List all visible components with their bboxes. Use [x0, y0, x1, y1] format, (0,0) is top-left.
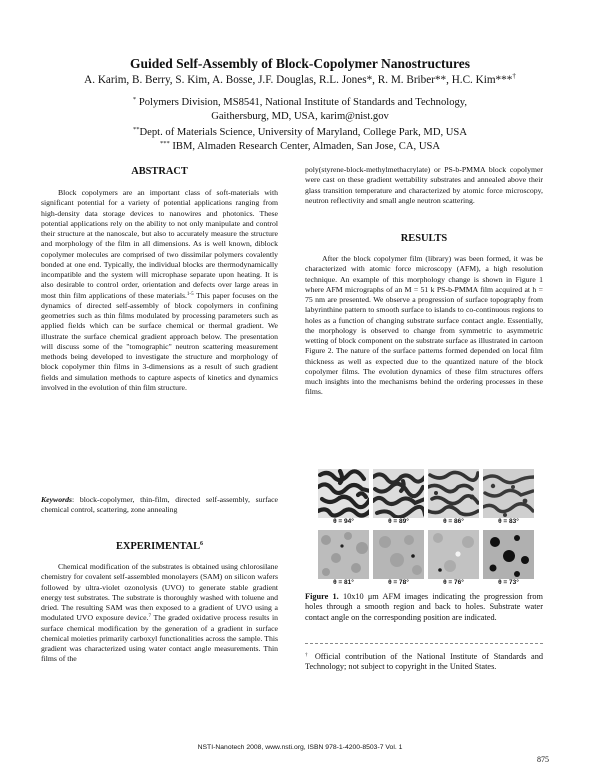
afm-image-7 — [428, 530, 479, 579]
results-body: After the block copolymer film (library) was been formed, it was be characterized with atomic force microscopy (AFM), a high resolution technique. An example of this morphology change is shown in Figure 1 where AFM micrographs of an M = 51 k PS-b-PMMA film acquired at h = 75 nm are presented. We observe a progression of surface topography from labyrinthine pattern to smooth surface to islands to co-continuous regions to holes as a function of changing substrate surface contact angle. Essentially, the morphology is observed to change from symmetric to asymmetric wetting of block component on the substrate surface as illustrated in cartoon Figure 2. The nature of the surface patterns formed depended on local film thickness as well as expected due to the quantized nature of the block copolymer films. The evolution dynamics of these film structures offers much insights into the mechanisms behind the ordering processes in these films. — [305, 254, 543, 397]
citation-ref: 7 — [148, 614, 151, 620]
paper-title: Guided Self-Assembly of Block-Copolymer Nanostructures — [130, 56, 470, 71]
figure-1-caption — [305, 592, 543, 623]
affiliation-1: * Polymers Division, MS8541, National Institute of Standards and Technology, — [132, 96, 468, 108]
afm-label-7: θ = 76° — [443, 579, 464, 586]
afm-image-1 — [318, 469, 369, 518]
afm-image-3 — [428, 469, 479, 518]
affiliation-2: **Dept. of Materials Science, University of Maryland, College Park, MD, USA — [133, 126, 467, 138]
page-footer: NSTI-Nanotech 2008, www.nsti.org, ISBN 978-1-4200-8503-7 Vol. 1 — [197, 744, 403, 751]
abstract-heading: ABSTRACT — [131, 166, 188, 177]
afm-image-5 — [318, 530, 369, 579]
citation-ref: 1-5 — [186, 291, 194, 297]
experimental-heading: EXPERIMENTAL$^6$ — [115, 541, 204, 552]
afm-label-6: θ = 78° — [388, 579, 409, 586]
afm-image-4 — [483, 469, 534, 518]
author-list — [0, 72, 600, 86]
figure-caption-text: 10x10 μm AFM images indicating the progression from holes through a smooth region and back to holes. Substrate water contact angle on the corresponding position are indicated. — [305, 592, 544, 622]
abstract-body: Block copolymers are an important class of soft-materials with significant potential for a variety of potential applications ranging from high-density data storage devices to nanowires and photonics. These potential applications rely on the ability to not only manipulate and control their structure at the nanoscale, but also to accurately measure the structure and morphology of the film in all dimensions. As is well known, diblock copolymer molecules are comprised of two dissimilar polymers covalently bonded at one end. Typically, the individual blocks are thermodynamically incompatible and the system will microphase separate upon heating. It is also desirable to control order, orientation and defects over large areas in most thin film applications of these materials.$^{1-5}$ This paper focuses on the dynamics of directed self-assembly of block copolymers in confining geometries such as thin films modulated by processing parameters such as applied fields which can be surface chemical or thermal gradient. We illustrate the surface chemical gradient approach below. The presentation will discuss some of the "tomographic" neutron scattering measurement methods being developed to investigate the structure and morphology of block copolymer thin films in 3-dimensions as a result of such gradient fields and simulation methods to capture aspects of kinetics and dynamics involved in the evolution of thin film structure. — [41, 188, 278, 392]
footnote-text: Official contribution of the National Institute of Standards and Technology; not subject to copyright in the United States. — [305, 652, 544, 672]
afm-label-1: θ = 94° — [333, 518, 354, 525]
experimental-body: Chemical modification of the substrates is obtained using chlorosilane chemistry for covalent self-assembled monolayers (SAM) on silicon wafers followed by ultra-violet ozonolysis (UVO) to generate stable gradient energy test substrates. The substrate is thoroughly washed with toluene and dried. The resulting SAM was then exposed to a gradient of UVO using a modulated UVO exposure device.$^7$ The graded oxidative process results in surface chemical modification by the generation of a gradient in surface chemical moieties primarily carboxyl functionalities across the sample. This gradient was characterized using water contact angle measurements. Thin films of the — [41, 562, 278, 664]
keywords — [41, 495, 278, 516]
afm-label-4: θ = 83° — [498, 518, 519, 525]
afm-label-2: θ = 89° — [388, 518, 409, 525]
afm-image-8 — [483, 530, 534, 579]
author-names: A. Karim, B. Berry, S. Kim, A. Bosse, J.F. Douglas, R.L. Jones*, R. M. Briber**, H.C. Kim*** — [84, 74, 513, 86]
figure-caption-label: Figure 1. — [305, 592, 339, 601]
keywords-label: Keywords — [41, 495, 72, 504]
afm-image-2 — [373, 469, 424, 518]
afm-label-3: θ = 86° — [443, 518, 464, 525]
footnote-divider — [305, 643, 543, 644]
author-footnote-mark: † — [512, 72, 516, 80]
results-heading: RESULTS — [400, 233, 448, 244]
footnote-mark: † — [305, 653, 311, 658]
page-number: 875 — [537, 755, 549, 764]
afm-label-5: θ = 81° — [333, 579, 354, 586]
afm-image-6 — [373, 530, 424, 579]
afm-label-8: θ = 73° — [498, 579, 519, 586]
affiliation-3: *** IBM, Almaden Research Center, Almaden, San Jose, CA, USA — [159, 140, 441, 152]
keywords-text: : block-copolymer, thin-film, directed self-assembly, surface chemical control, scattering, zone annealing — [41, 495, 278, 515]
experimental-continued: poly(styrene-block-methylmethacrylate) or PS-b-PMMA block copolymer were cast on these gradient wettability substrates and annealed above their glass transition temperature and characterized by atomic force microscopy, neutron reflectivity and small angle neutron scattering. — [305, 165, 543, 205]
footnote — [305, 651, 543, 673]
affiliation-1-address: Gaithersburg, MD, USA, karim@nist.gov — [211, 111, 389, 122]
